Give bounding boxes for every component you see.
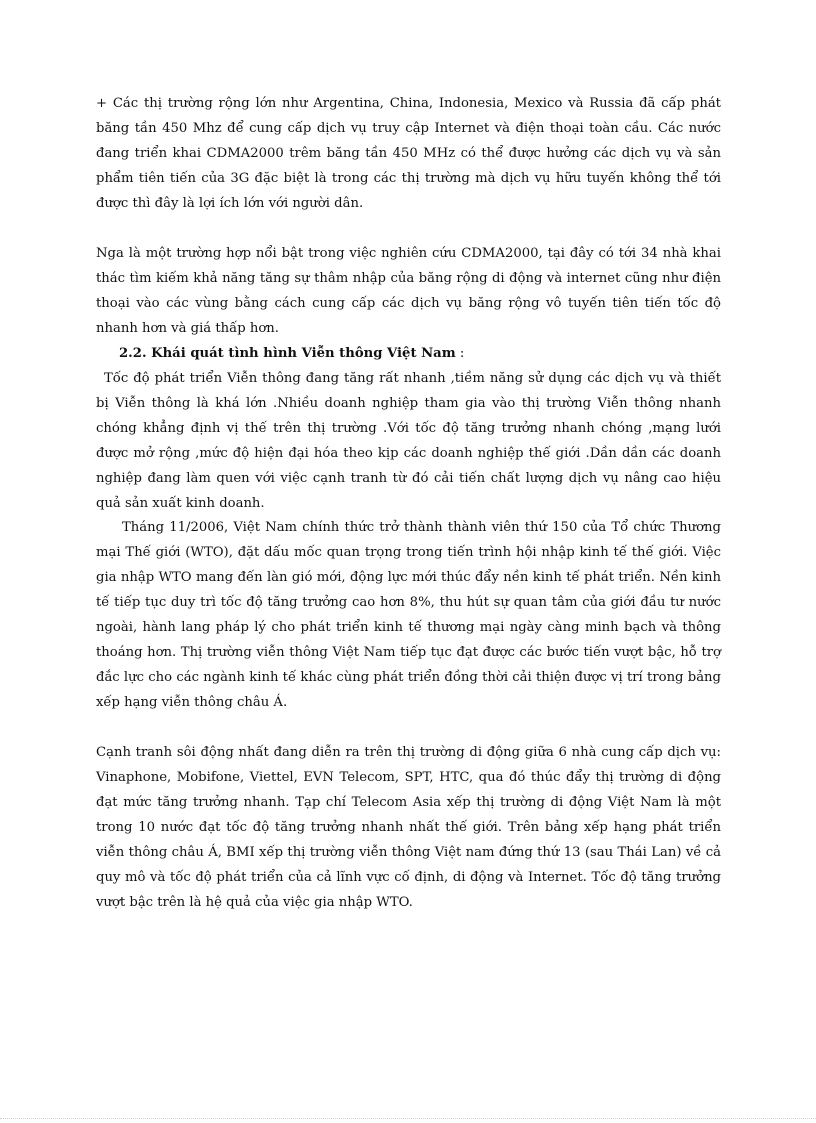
section-heading bbox=[119, 341, 464, 366]
paragraph-cdma-450-markets: + Các thị trường rộng lớn như Argentina, China, Indonesia, Mexico và Russia đã cấp phát băng tần 450 Mhz để cung cấp dịch vụ truy cập Internet và điện thoại toàn cầu. Các nước đang triển khai CDMA2000 trêm băng tần 450 MHz có thể được hưởng các dịch vụ và sản phẩm tiên tiến của 3G đặc biệt là trong các thị trường mà dịch vụ hữu tuyến không thể tới được thì đây là lợi ích lớn với người dân. bbox=[96, 96, 721, 211]
section-heading-suffix: : bbox=[455, 346, 465, 361]
paragraph-russia-cdma2000: Nga là một trường hợp nổi bật trong việc nghiên cứu CDMA2000, tại đây có tới 34 nhà khai thác tìm kiếm khả năng tăng sự thâm nhập của băng rộng di động và internet cũng như điện thoại vào các vùng bằng cách cung cấp các dịch vụ băng rộng vô tuyến tiên tiến tốc độ nhanh hơn và giá thấp hơn. bbox=[96, 246, 721, 336]
paragraph-wto-accession: Tháng 11/2006, Việt Nam chính thức trở thành thành viên thứ 150 của Tổ chức Thương mại Thế giới (WTO), đặt dấu mốc quan trọng trong tiến trình hội nhập kinh tế thế giới. Việc gia nhập WTO mang đến làn gió mới, động lực mới thúc đẩy nền kinh tế phát triển. Nền kinh tế tiếp tục duy trì tốc độ tăng trưởng cao hơn 8%, thu hút sự quan tâm của giới đầu tư nước ngoài, hành lang pháp lý cho phát triển kinh tế thương mại ngày càng minh bạch và thông thoáng hơn. Thị trường viễn thông Việt Nam tiếp tục đạt được các bước tiến vượt bậc, hỗ trợ đắc lực cho các ngành kinh tế khác cùng phát triển đồng thời cải thiện được vị trí trong bảng xếp hạng viễn thông châu Á. bbox=[96, 520, 721, 710]
page-bottom-divider bbox=[0, 1118, 816, 1119]
paragraph-telecom-growth: Tốc độ phát triển Viễn thông đang tăng rất nhanh ,tiềm năng sử dụng các dịch vụ và thiết bị Viễn thông là khá lớn .Nhiều doanh nghiệp tham gia vào thị trường Viễn thông nhanh chóng khẳng định vị thế trên thị trường .Với tốc độ tăng trưởng nhanh chóng ,mạng lưới được mở rộng ,mức độ hiện đại hóa theo kịp các doanh nghiệp thế giới .Dần dần các doanh nghiệp đang làm quen với việc cạnh tranh từ đó cải tiến chất lượng dịch vụ nâng cao hiệu quả sản xuất kinh doanh. bbox=[96, 371, 721, 511]
section-heading-title: 2.2. Khái quát tình hình Viễn thông Việt Nam bbox=[119, 346, 456, 361]
paragraph-mobile-competition: Cạnh tranh sôi động nhất đang diễn ra trên thị trường di động giữa 6 nhà cung cấp dịch vụ: Vinaphone, Mobifone, Viettel, EVN Telecom, SPT, HTC, qua đó thúc đẩy thị trường di động đạt mức tăng trưởng nhanh. Tạp chí Telecom Asia xếp thị trường di động Việt Nam là một trong 10 nước đạt tốc độ tăng trưởng nhanh nhất thế giới. Trên bảng xếp hạng phát triển viễn thông châu Á, BMI xếp thị trường viễn thông Việt nam đứng thứ 13 (sau Thái Lan) về cả quy mô và tốc độ phát triển của cả lĩnh vực cố định, di động và Internet. Tốc độ tăng trưởng vượt bậc trên là hệ quả của việc gia nhập WTO. bbox=[96, 745, 721, 910]
